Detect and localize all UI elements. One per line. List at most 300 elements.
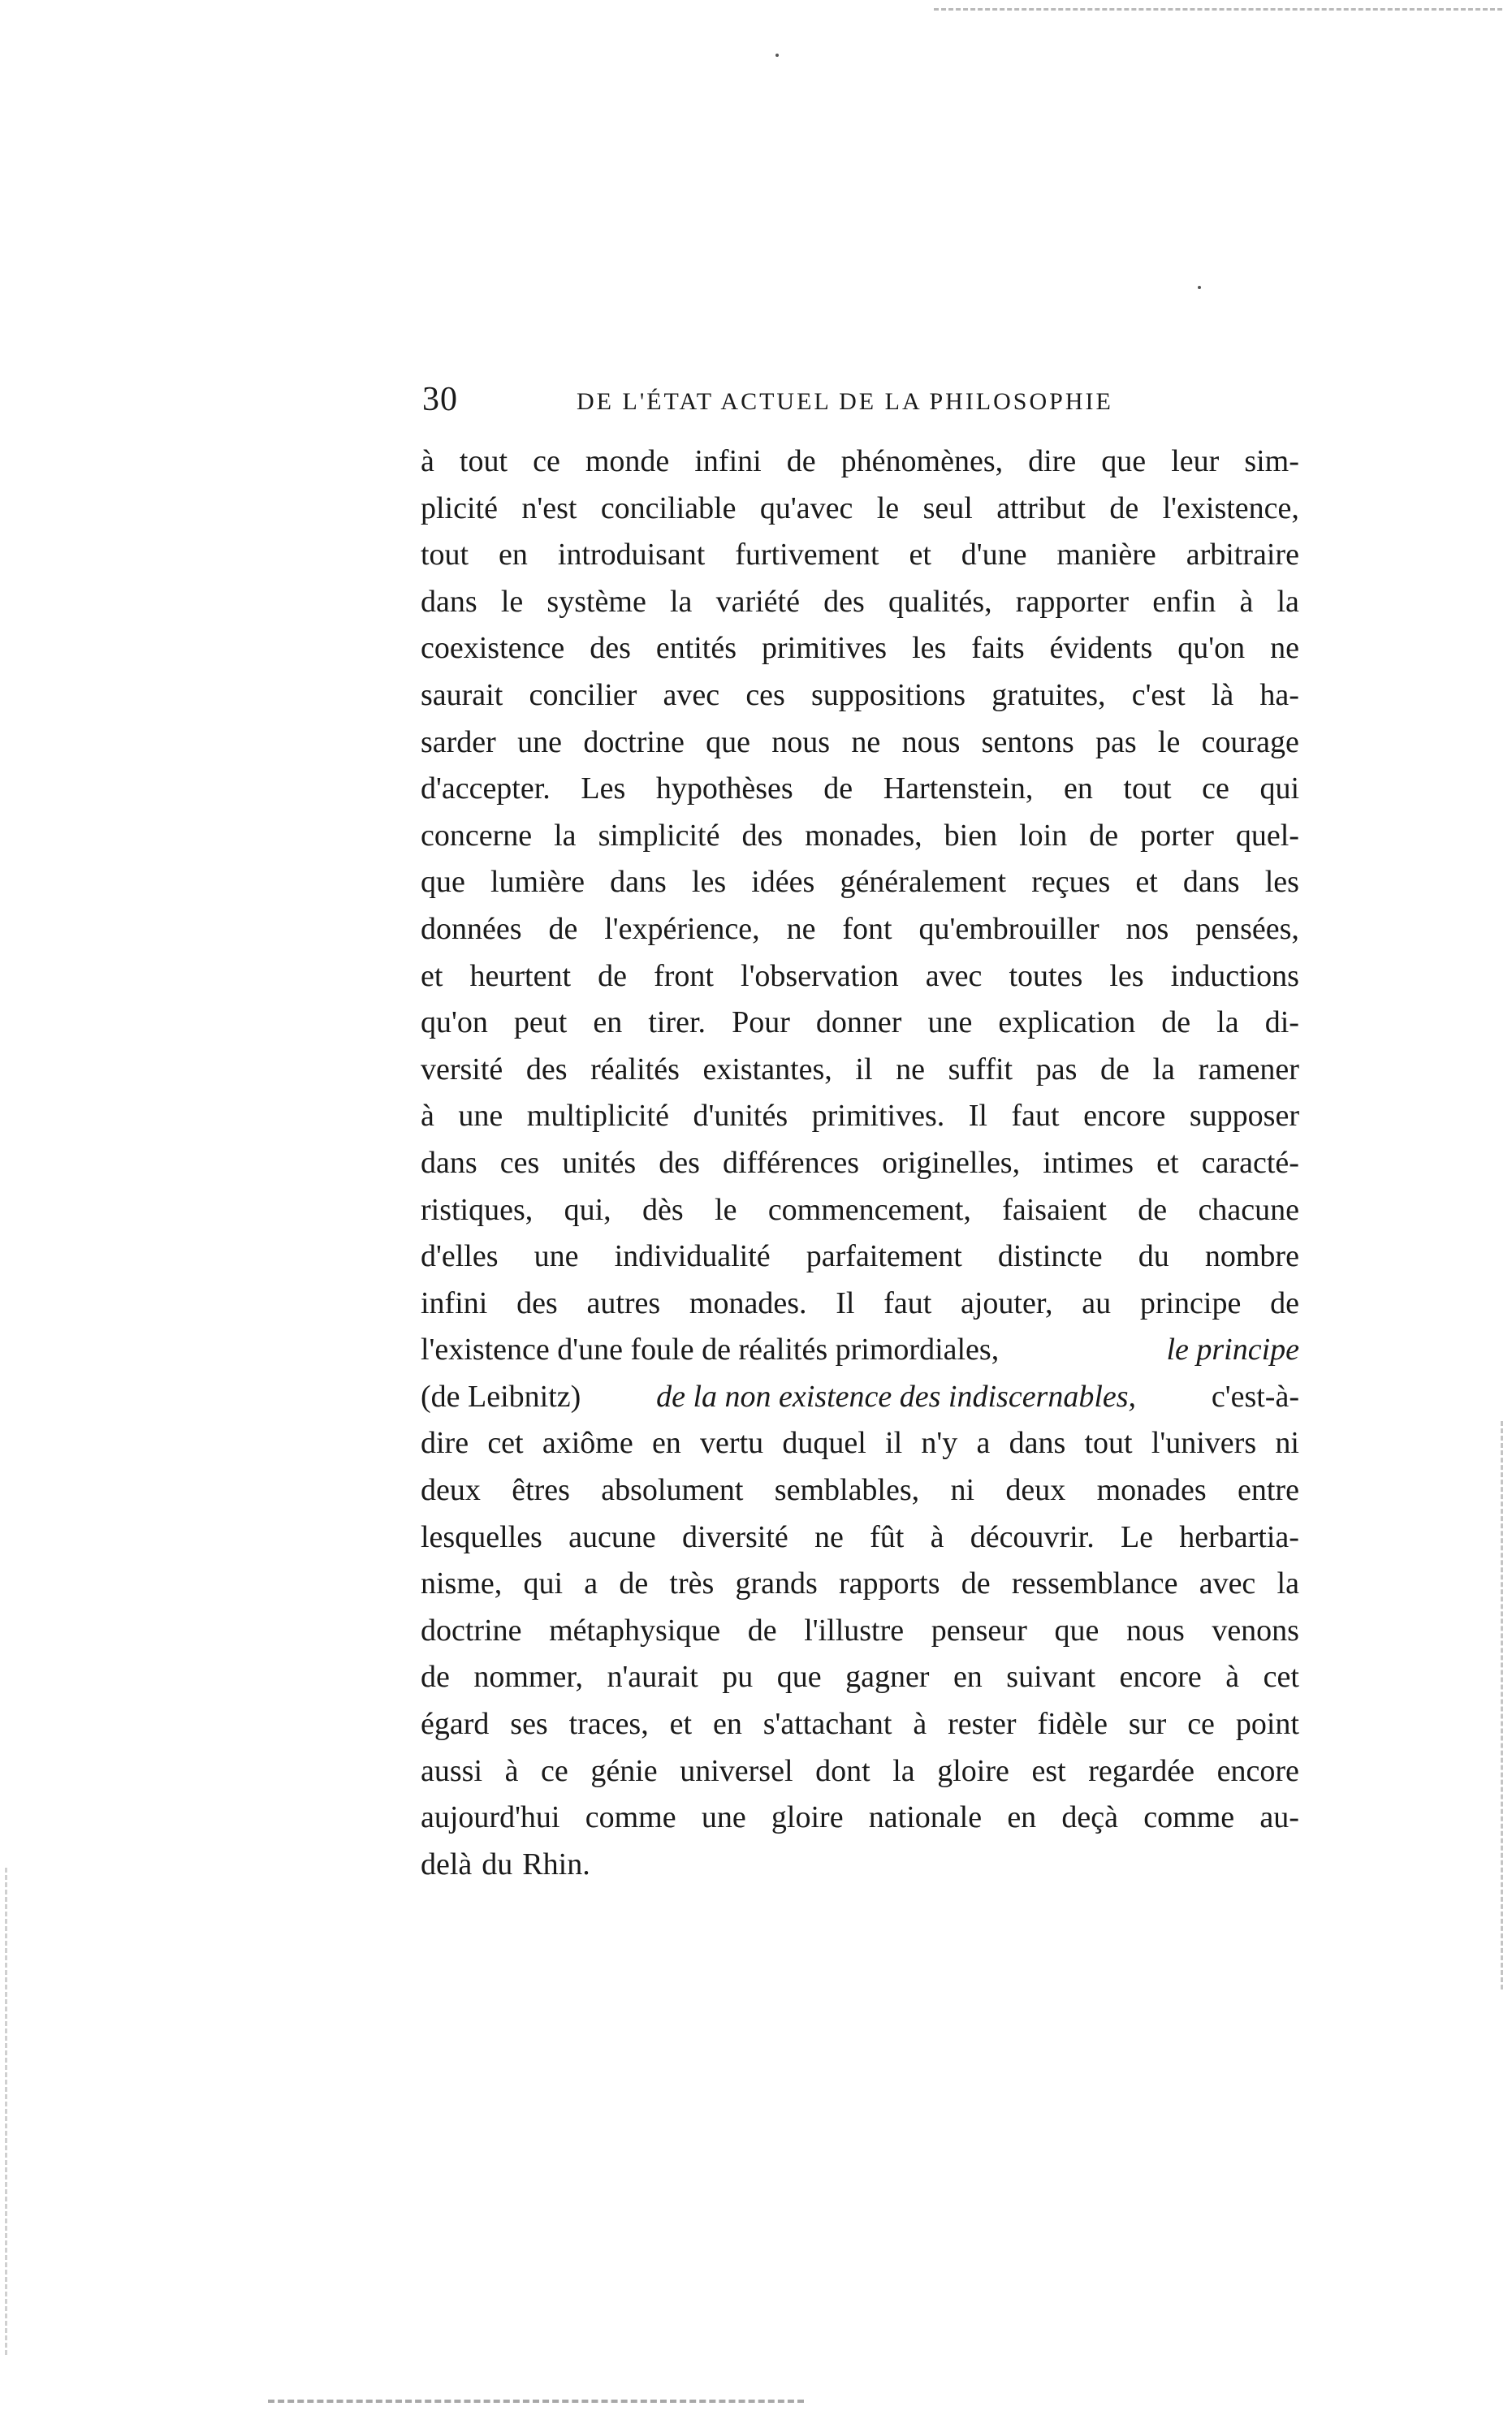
word: monades <box>1096 1473 1207 1508</box>
text-line <box>421 859 1299 906</box>
scan-artifact-left <box>5 1868 7 2355</box>
word: de <box>619 1566 649 1601</box>
word: existantes, <box>702 1052 832 1087</box>
word: ces <box>745 677 785 712</box>
text-line <box>421 1420 1299 1467</box>
word: bien <box>944 818 998 853</box>
word: Le <box>1120 1519 1154 1554</box>
word: à <box>421 1099 434 1134</box>
word: suffit <box>948 1052 1013 1087</box>
word: la <box>1152 1052 1175 1087</box>
word: êtres <box>512 1473 570 1508</box>
text-line <box>421 439 1299 486</box>
word: explication <box>998 1005 1136 1040</box>
word: encore <box>1119 1660 1202 1695</box>
text-line <box>421 672 1299 719</box>
word: là <box>1211 677 1234 712</box>
word: lumière <box>490 865 585 900</box>
word: une <box>458 1099 503 1134</box>
word: enfin <box>1152 584 1216 619</box>
word: le <box>500 584 524 619</box>
word: ni <box>950 1473 975 1508</box>
word: en <box>1007 1800 1037 1835</box>
text-line <box>421 1187 1299 1234</box>
word: qu'on <box>1177 631 1246 666</box>
word: il <box>885 1426 903 1461</box>
word: encore <box>1083 1099 1166 1134</box>
word: des <box>590 631 631 666</box>
word: toutes <box>1009 958 1083 993</box>
word: sim- <box>1244 444 1299 478</box>
word: dans <box>421 1145 477 1180</box>
word: nombre <box>1204 1239 1299 1274</box>
word: la <box>1277 584 1299 619</box>
word: doctrine <box>583 724 685 759</box>
text-line-end: c'est-à- <box>1211 1379 1299 1414</box>
word: données <box>421 911 522 946</box>
word: gloire <box>937 1753 1009 1788</box>
word: tout <box>1084 1426 1133 1461</box>
word: deçà <box>1061 1800 1119 1835</box>
word: cet <box>1263 1660 1299 1695</box>
word: ha- <box>1259 677 1299 712</box>
word: la <box>892 1753 915 1788</box>
word: évidents <box>1049 631 1153 666</box>
word: pensées, <box>1195 911 1299 946</box>
word: traces, <box>568 1707 649 1742</box>
word: gloire <box>771 1800 844 1835</box>
word: unités <box>562 1145 637 1180</box>
word: commencement, <box>767 1192 971 1227</box>
word: à <box>930 1519 944 1554</box>
word: des <box>516 1285 558 1320</box>
text-line-last <box>421 1842 1299 1889</box>
word: dans <box>1009 1426 1066 1461</box>
word: entités <box>655 631 737 666</box>
word: courage <box>1201 724 1299 759</box>
word: variété <box>715 584 800 619</box>
running-head <box>422 380 1478 429</box>
word: les <box>1109 958 1144 993</box>
word: système <box>546 584 646 619</box>
word: à <box>421 444 434 478</box>
word: des <box>525 1052 568 1087</box>
text-line <box>421 1000 1299 1047</box>
word: une <box>927 1005 973 1040</box>
word: caracté- <box>1201 1145 1299 1180</box>
word: avec <box>663 677 720 712</box>
word: monades. <box>689 1285 807 1320</box>
word: nos <box>1125 911 1169 946</box>
word: que <box>421 865 465 900</box>
word: le <box>715 1192 737 1227</box>
word: très <box>669 1566 715 1601</box>
text-line-start: (de Leibnitz) <box>421 1379 581 1414</box>
word: duquel <box>782 1426 866 1461</box>
text-line-with-italic <box>421 1327 1299 1374</box>
word: faisaient <box>1002 1192 1107 1227</box>
word: ce <box>533 444 560 478</box>
text-line <box>421 906 1299 953</box>
scan-artifact-right <box>1501 1421 1503 1989</box>
word: en <box>499 538 528 572</box>
word: aussi <box>421 1753 482 1788</box>
word: qui <box>1259 771 1299 806</box>
word: Hartenstein, <box>883 771 1034 806</box>
word: ne <box>814 1519 844 1554</box>
word: n'aurait <box>607 1660 698 1695</box>
word: de <box>1161 1005 1191 1040</box>
word: des <box>741 818 784 853</box>
word: furtivement <box>735 538 879 572</box>
text-line <box>421 1795 1299 1842</box>
word: tirer. <box>648 1005 706 1040</box>
word: reçues <box>1031 865 1111 900</box>
word: de <box>598 958 627 993</box>
word: ne <box>786 911 816 946</box>
word: de <box>1138 1192 1168 1227</box>
word: de <box>1099 1052 1130 1087</box>
word: grands <box>735 1566 818 1601</box>
text-line <box>421 1514 1299 1562</box>
word: est <box>1031 1753 1066 1788</box>
word: du <box>1138 1239 1169 1274</box>
word: que <box>1101 444 1147 478</box>
word: ses <box>510 1707 548 1742</box>
word: manière <box>1056 538 1156 572</box>
word: l'expérience, <box>604 911 760 946</box>
text-line <box>421 766 1299 813</box>
word: en <box>593 1005 623 1040</box>
word: la <box>1216 1005 1239 1040</box>
scan-speck <box>1198 286 1201 289</box>
italic-phrase: de la non existence des indiscernables, <box>656 1379 1137 1414</box>
word: dans <box>421 584 477 619</box>
word: tout <box>421 538 469 572</box>
word: Rhin. <box>522 1847 590 1881</box>
text-line <box>421 579 1299 626</box>
word: cet <box>487 1426 524 1461</box>
word: au <box>1082 1285 1112 1320</box>
word: découvrir. <box>970 1519 1095 1554</box>
word: fût <box>870 1519 905 1554</box>
word: dont <box>815 1753 870 1788</box>
word: monades, <box>805 818 922 853</box>
word: primitives <box>762 631 888 666</box>
word: ce <box>541 1753 568 1788</box>
word: de <box>1089 818 1119 853</box>
word: donner <box>815 1005 902 1040</box>
text-line <box>421 1140 1299 1187</box>
word: qu'embrouiller <box>918 911 1099 946</box>
word: introduisant <box>557 538 706 572</box>
word: qualités, <box>888 584 992 619</box>
word: en <box>651 1426 681 1461</box>
word: intimes <box>1043 1145 1134 1180</box>
text-line <box>421 625 1299 672</box>
italic-phrase: le principe <box>1166 1333 1299 1367</box>
word: le <box>876 490 900 525</box>
word: entre <box>1237 1473 1299 1508</box>
word: de <box>548 911 578 946</box>
word: sur <box>1128 1707 1167 1742</box>
word: pu <box>722 1660 754 1695</box>
word: aucune <box>568 1519 656 1554</box>
word: différences <box>723 1145 860 1180</box>
text-line <box>421 953 1299 1000</box>
word: généralement <box>840 865 1007 900</box>
text-line <box>421 1047 1299 1094</box>
word: a <box>976 1426 991 1461</box>
word: nous <box>901 724 961 759</box>
word: loin <box>1019 818 1068 853</box>
word: les <box>912 631 947 666</box>
word: gratuites, <box>991 677 1106 712</box>
word: concerne <box>421 818 533 853</box>
word: ramener <box>1198 1052 1299 1087</box>
word: de <box>786 444 816 478</box>
word: faut <box>1011 1099 1060 1134</box>
word: ne <box>851 724 881 759</box>
word: qui <box>523 1566 564 1601</box>
word: hypothèses <box>655 771 793 806</box>
word: et <box>421 958 443 993</box>
word: à <box>1225 1660 1240 1695</box>
word: les <box>1264 865 1299 900</box>
word: peut <box>513 1005 568 1040</box>
word: infini <box>421 1285 488 1320</box>
word: nous <box>1125 1613 1185 1648</box>
word: de <box>1270 1285 1299 1320</box>
word: faits <box>971 631 1025 666</box>
word: ce <box>1187 1707 1215 1742</box>
word: égard <box>421 1707 490 1742</box>
word: font <box>842 911 892 946</box>
word: dès <box>642 1192 684 1227</box>
text-line <box>421 1093 1299 1140</box>
word: rester <box>948 1707 1017 1742</box>
word: concilier <box>529 677 637 712</box>
word: nisme, <box>421 1566 503 1601</box>
word: dans <box>610 865 667 900</box>
word: pas <box>1035 1052 1078 1087</box>
word: encore <box>1216 1753 1299 1788</box>
word: chacune <box>1198 1192 1299 1227</box>
word: vertu <box>700 1426 764 1461</box>
word: arbitraire <box>1186 538 1299 572</box>
word: coexistence <box>421 631 565 666</box>
word: originelles, <box>882 1145 1021 1180</box>
word: ce <box>1202 771 1229 806</box>
word: delà <box>421 1847 473 1881</box>
word: multiplicité <box>526 1099 669 1134</box>
word: n'y <box>921 1426 958 1461</box>
word: nationale <box>868 1800 983 1835</box>
word: du <box>482 1847 513 1881</box>
word: nous <box>771 724 831 759</box>
word: que <box>776 1660 822 1695</box>
word: simplicité <box>598 818 720 853</box>
word: absolument <box>601 1473 744 1508</box>
word: nommer, <box>473 1660 583 1695</box>
word: comme <box>585 1800 676 1835</box>
word: regardée <box>1088 1753 1195 1788</box>
word: de <box>961 1566 991 1601</box>
word: distincte <box>997 1239 1103 1274</box>
scan-artifact-bottom <box>268 2400 804 2403</box>
word: n'est <box>521 490 577 525</box>
word: que <box>706 724 750 759</box>
word: la <box>1277 1566 1299 1601</box>
text-line <box>421 1654 1299 1701</box>
text-line <box>421 1281 1299 1328</box>
word: ressemblance <box>1011 1566 1178 1601</box>
word: qu'on <box>421 1005 488 1040</box>
text-line <box>421 1233 1299 1281</box>
text-line-start: l'existence d'une foule de réalités primordiales, <box>421 1333 1000 1367</box>
word: sentons <box>981 724 1074 759</box>
word: semblables, <box>774 1473 920 1508</box>
scan-artifact-top <box>934 8 1502 11</box>
word: à <box>504 1753 519 1788</box>
text-line <box>421 719 1299 767</box>
word: attribut <box>996 490 1086 525</box>
text-line <box>421 1561 1299 1608</box>
word: universel <box>680 1753 793 1788</box>
word: une <box>534 1239 579 1274</box>
word: à <box>913 1707 927 1742</box>
word: comme <box>1143 1800 1235 1835</box>
word: lesquelles <box>421 1519 542 1554</box>
word: d'accepter. <box>421 771 551 806</box>
word: la <box>670 584 693 619</box>
word: tout <box>459 444 508 478</box>
word: en <box>712 1707 742 1742</box>
word: conciliable <box>600 490 737 525</box>
word: front <box>654 958 714 993</box>
body-text <box>421 439 1299 1888</box>
word: dire <box>1028 444 1077 478</box>
word: tout <box>1123 771 1172 806</box>
word: monde <box>585 444 670 478</box>
word: d'unités <box>693 1099 788 1134</box>
word: une <box>701 1800 746 1835</box>
word: Il <box>968 1099 987 1134</box>
word: Les <box>581 771 626 806</box>
word: plicité <box>421 490 498 525</box>
word: des <box>659 1145 700 1180</box>
word: seul <box>922 490 973 525</box>
word: sarder <box>421 724 496 759</box>
word: qu'avec <box>759 490 853 525</box>
word: ajouter, <box>961 1285 1053 1320</box>
word: la <box>554 818 577 853</box>
word: faut <box>883 1285 932 1320</box>
word: saurait <box>421 677 503 712</box>
word: venons <box>1212 1613 1299 1648</box>
word: que <box>1054 1613 1099 1648</box>
text-line-with-italic <box>421 1374 1299 1421</box>
word: deux <box>421 1473 481 1508</box>
running-title: DE L'ÉTAT ACTUEL DE LA PHILOSOPHIE <box>577 388 1113 415</box>
word: et <box>909 538 931 572</box>
word: Pour <box>732 1005 790 1040</box>
word: et <box>669 1707 693 1742</box>
word: suivant <box>1006 1660 1096 1695</box>
word: de <box>421 1660 450 1695</box>
word: herbartia- <box>1179 1519 1299 1554</box>
word: en <box>953 1660 983 1695</box>
text-line <box>421 1467 1299 1514</box>
text-line <box>421 532 1299 579</box>
word: d'une <box>961 538 1027 572</box>
scan-speck <box>775 54 779 57</box>
word: doctrine <box>421 1613 522 1648</box>
word: ces <box>499 1145 540 1180</box>
word: penseur <box>931 1613 1027 1648</box>
word: de <box>823 771 853 806</box>
word: de <box>747 1613 777 1648</box>
word: individualité <box>614 1239 771 1274</box>
text-line <box>421 1748 1299 1795</box>
word: inductions <box>1170 958 1299 993</box>
word: quel- <box>1235 818 1299 853</box>
word: métaphysique <box>549 1613 721 1648</box>
text-line <box>421 813 1299 860</box>
word: en <box>1063 771 1093 806</box>
word: primitives. <box>811 1099 945 1134</box>
word: autres <box>586 1285 661 1320</box>
text-line <box>421 486 1299 533</box>
word: les <box>691 865 727 900</box>
word: point <box>1235 1707 1299 1742</box>
word: avec <box>1199 1566 1256 1601</box>
word: parfaitement <box>806 1239 962 1274</box>
word: ne <box>1270 631 1299 666</box>
word: supposer <box>1189 1099 1299 1134</box>
word: dans <box>1182 865 1240 900</box>
word: d'elles <box>421 1239 499 1274</box>
word: Il <box>836 1285 855 1320</box>
word: il <box>855 1052 873 1087</box>
word: versité <box>421 1052 503 1087</box>
word: ni <box>1275 1426 1299 1461</box>
word: le <box>1157 724 1181 759</box>
word: aujourd'hui <box>421 1800 560 1835</box>
word: leur <box>1171 444 1220 478</box>
word: principe <box>1139 1285 1242 1320</box>
word: infini <box>694 444 762 478</box>
word: et <box>1135 865 1158 900</box>
word: fidèle <box>1037 1707 1108 1742</box>
word: a <box>584 1566 598 1601</box>
word: heurtent <box>469 958 572 993</box>
word: deux <box>1005 1473 1066 1508</box>
word: génie <box>590 1753 658 1788</box>
word: di- <box>1264 1005 1299 1040</box>
word: phénomènes, <box>840 444 1004 478</box>
word: rapporter <box>1015 584 1130 619</box>
word: ne <box>896 1052 925 1087</box>
text-line <box>421 1608 1299 1655</box>
word: l'observation <box>741 958 899 993</box>
text-line <box>421 1701 1299 1748</box>
word: dire <box>421 1426 469 1461</box>
word: une <box>517 724 563 759</box>
word: l'illustre <box>804 1613 905 1648</box>
word: pas <box>1095 724 1137 759</box>
word: rapports <box>839 1566 940 1601</box>
